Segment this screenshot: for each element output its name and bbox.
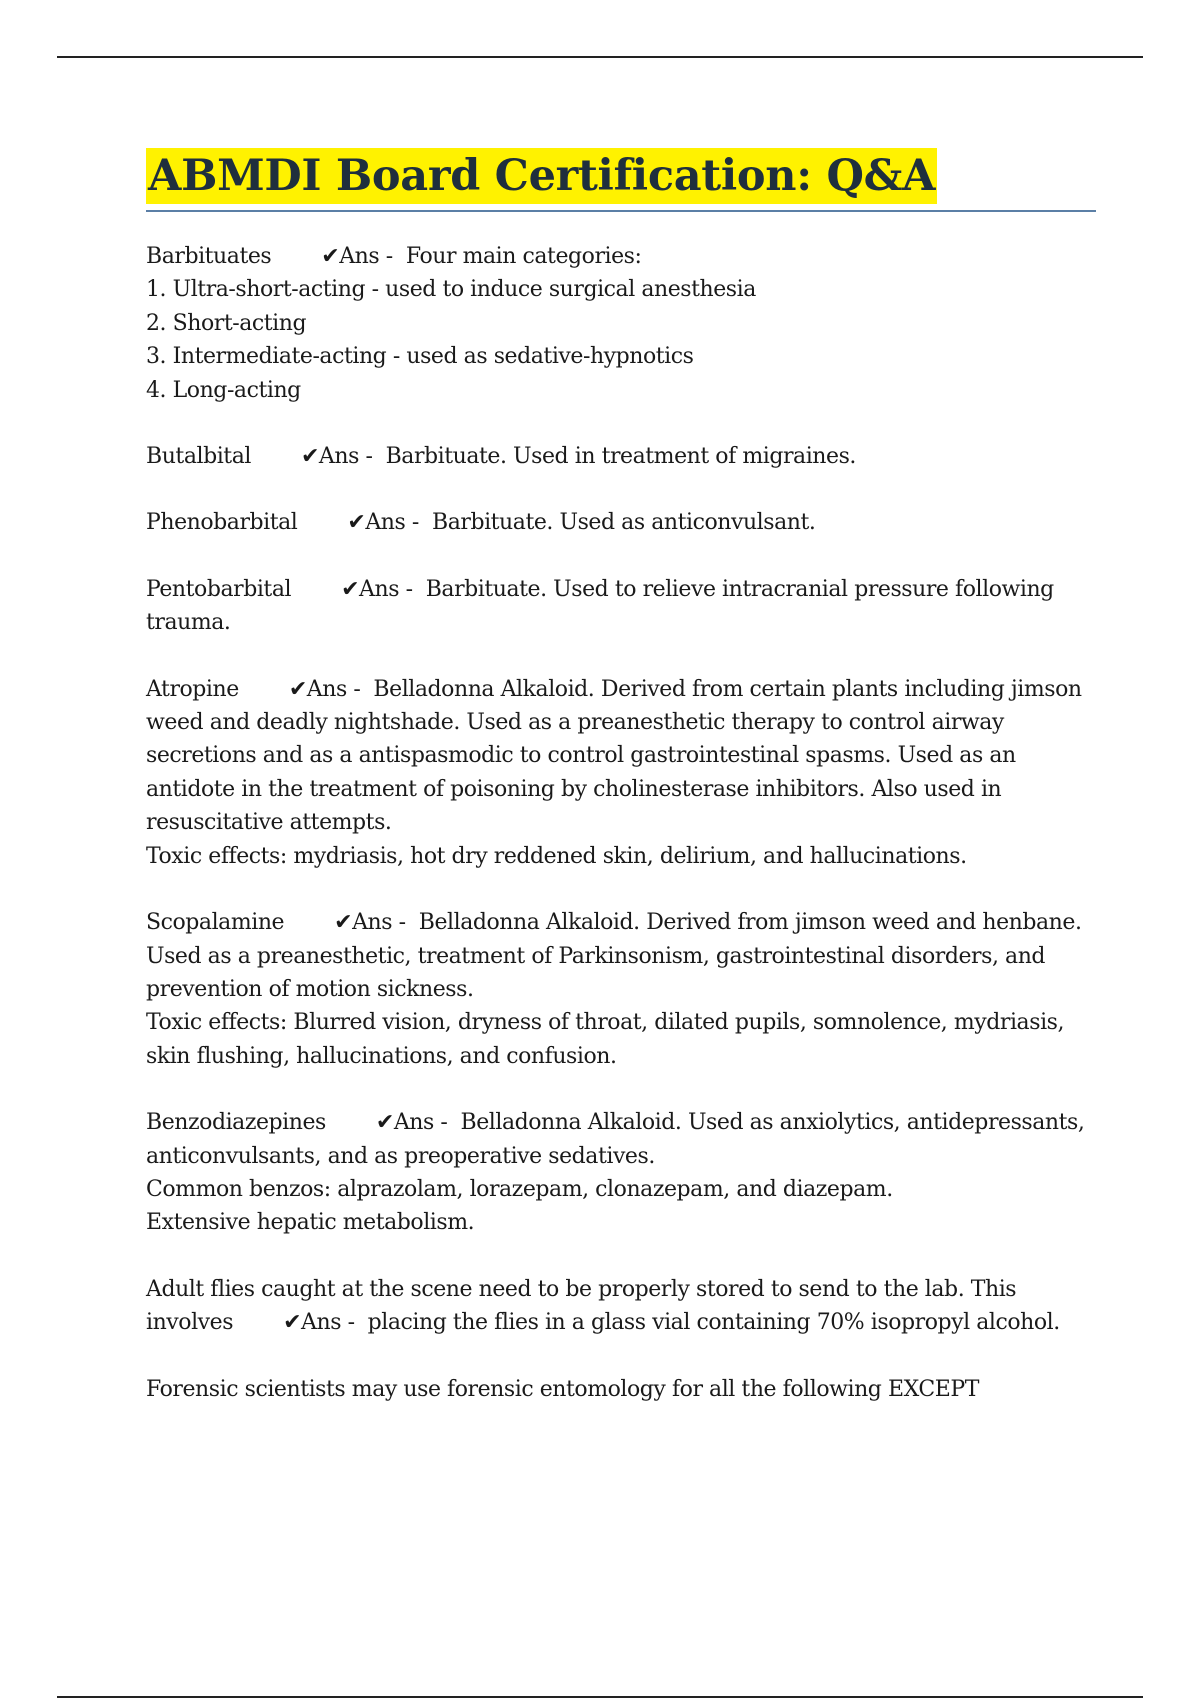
title-block (146, 148, 1096, 212)
qa-list (146, 240, 1096, 1406)
extra-line: 2. Short-acting (146, 310, 307, 336)
answer-marker: ✔Ans - (321, 244, 393, 269)
extra-line: 1. Ultra-short-acting - used to induce surgical anesthesia (146, 277, 756, 303)
question-term: Benzodiazepines (146, 1110, 326, 1136)
qa-first-paragraph (146, 906, 1096, 1006)
question-term: Butalbital (146, 444, 251, 470)
qa-entry (146, 506, 1096, 539)
extra-line: 3. Intermediate-acting - used as sedative-hypnotics (146, 344, 694, 370)
question-term: Pentobarbital (146, 576, 292, 602)
answer-marker: ✔Ans - (375, 1110, 448, 1136)
question-term: Atropine (146, 676, 239, 702)
qa-first-paragraph (146, 506, 1096, 539)
trailing-question: Forensic scientists may use forensic entomology for all the following EXCEPT (146, 1376, 979, 1402)
qa-first-paragraph (146, 1106, 1096, 1173)
qa-entry (146, 1273, 1096, 1340)
extra-line: Toxic effects: Blurred vision, dryness of throat, dilated pupils, somnolence, mydriasis, skin flushing, hallucinations, and confusion. (146, 1010, 1065, 1069)
document-body (146, 148, 1096, 1439)
qa-first-paragraph (146, 673, 1096, 840)
qa-first-paragraph (146, 573, 1096, 640)
qa-entry (146, 1373, 1096, 1406)
question-term: Adult flies caught at the scene need to be properly stored to send to the lab. This involves (146, 1276, 1017, 1336)
top-rule (57, 56, 1143, 58)
qa-entry (146, 1106, 1096, 1240)
answer-marker: ✔Ans - (347, 510, 419, 536)
answer-text: Four main categories: (405, 244, 642, 269)
answer-marker: ✔Ans - (300, 444, 373, 470)
qa-first-paragraph (146, 240, 1096, 273)
qa-first-paragraph (146, 440, 1096, 473)
bottom-rule (57, 1696, 1143, 1698)
qa-entry (146, 673, 1096, 873)
answer-marker: ✔Ans - (334, 910, 406, 936)
qa-first-paragraph (146, 1273, 1096, 1340)
answer-marker: ✔Ans - (341, 576, 413, 602)
answer-text: Barbituate. Used in treatment of migraines. (385, 444, 856, 470)
qa-entry (146, 240, 1096, 407)
answer-text: Belladonna Alkaloid. Derived from certain plants including jimson weed and deadly nightshade. Used as a preanesthetic therapy to control airway secretions and as a antispasmodic to control gastrointestinal spasms. Used as an antidote in the treatment of poisoning by cholinesterase inhibitors. Also used in resuscitative attempts. (146, 676, 1082, 836)
answer-text: Belladonna Alkaloid. Derived from jimson weed and henbane. Used as a preanesthetic, treatment of Parkinsonism, gastrointestinal disorders, and prevention of motion sickness. (146, 910, 1082, 1002)
page-title: ABMDI Board Certification: Q&A (146, 148, 937, 204)
qa-entry (146, 573, 1096, 640)
qa-entry (146, 440, 1096, 473)
extra-line: 4. Long-acting (146, 377, 301, 403)
extra-line: Common benzos: alprazolam, lorazepam, clonazepam, and diazepam. (146, 1176, 893, 1202)
question-term: Barbituates (146, 244, 272, 269)
question-term: Phenobarbital (146, 510, 298, 536)
answer-text: Belladonna Alkaloid. Used as anxiolytics, antidepressants, anticonvulsants, and as preoperative sedatives. (146, 1110, 1085, 1169)
answer-text: placing the flies in a glass vial containing 70% isopropyl alcohol. (367, 1310, 1060, 1336)
answer-text: Barbituate. Used as anticonvulsant. (432, 510, 816, 536)
question-term: Scopalamine (146, 910, 285, 936)
qa-entry (146, 906, 1096, 1073)
extra-line: Extensive hepatic metabolism. (146, 1210, 475, 1236)
answer-marker: ✔Ans - (288, 676, 361, 702)
answer-text: Barbituate. Used to relieve intracranial pressure following trauma. (146, 576, 1054, 636)
answer-marker: ✔Ans - (283, 1310, 355, 1336)
extra-line: Toxic effects: mydriasis, hot dry reddened skin, delirium, and hallucinations. (146, 843, 967, 869)
